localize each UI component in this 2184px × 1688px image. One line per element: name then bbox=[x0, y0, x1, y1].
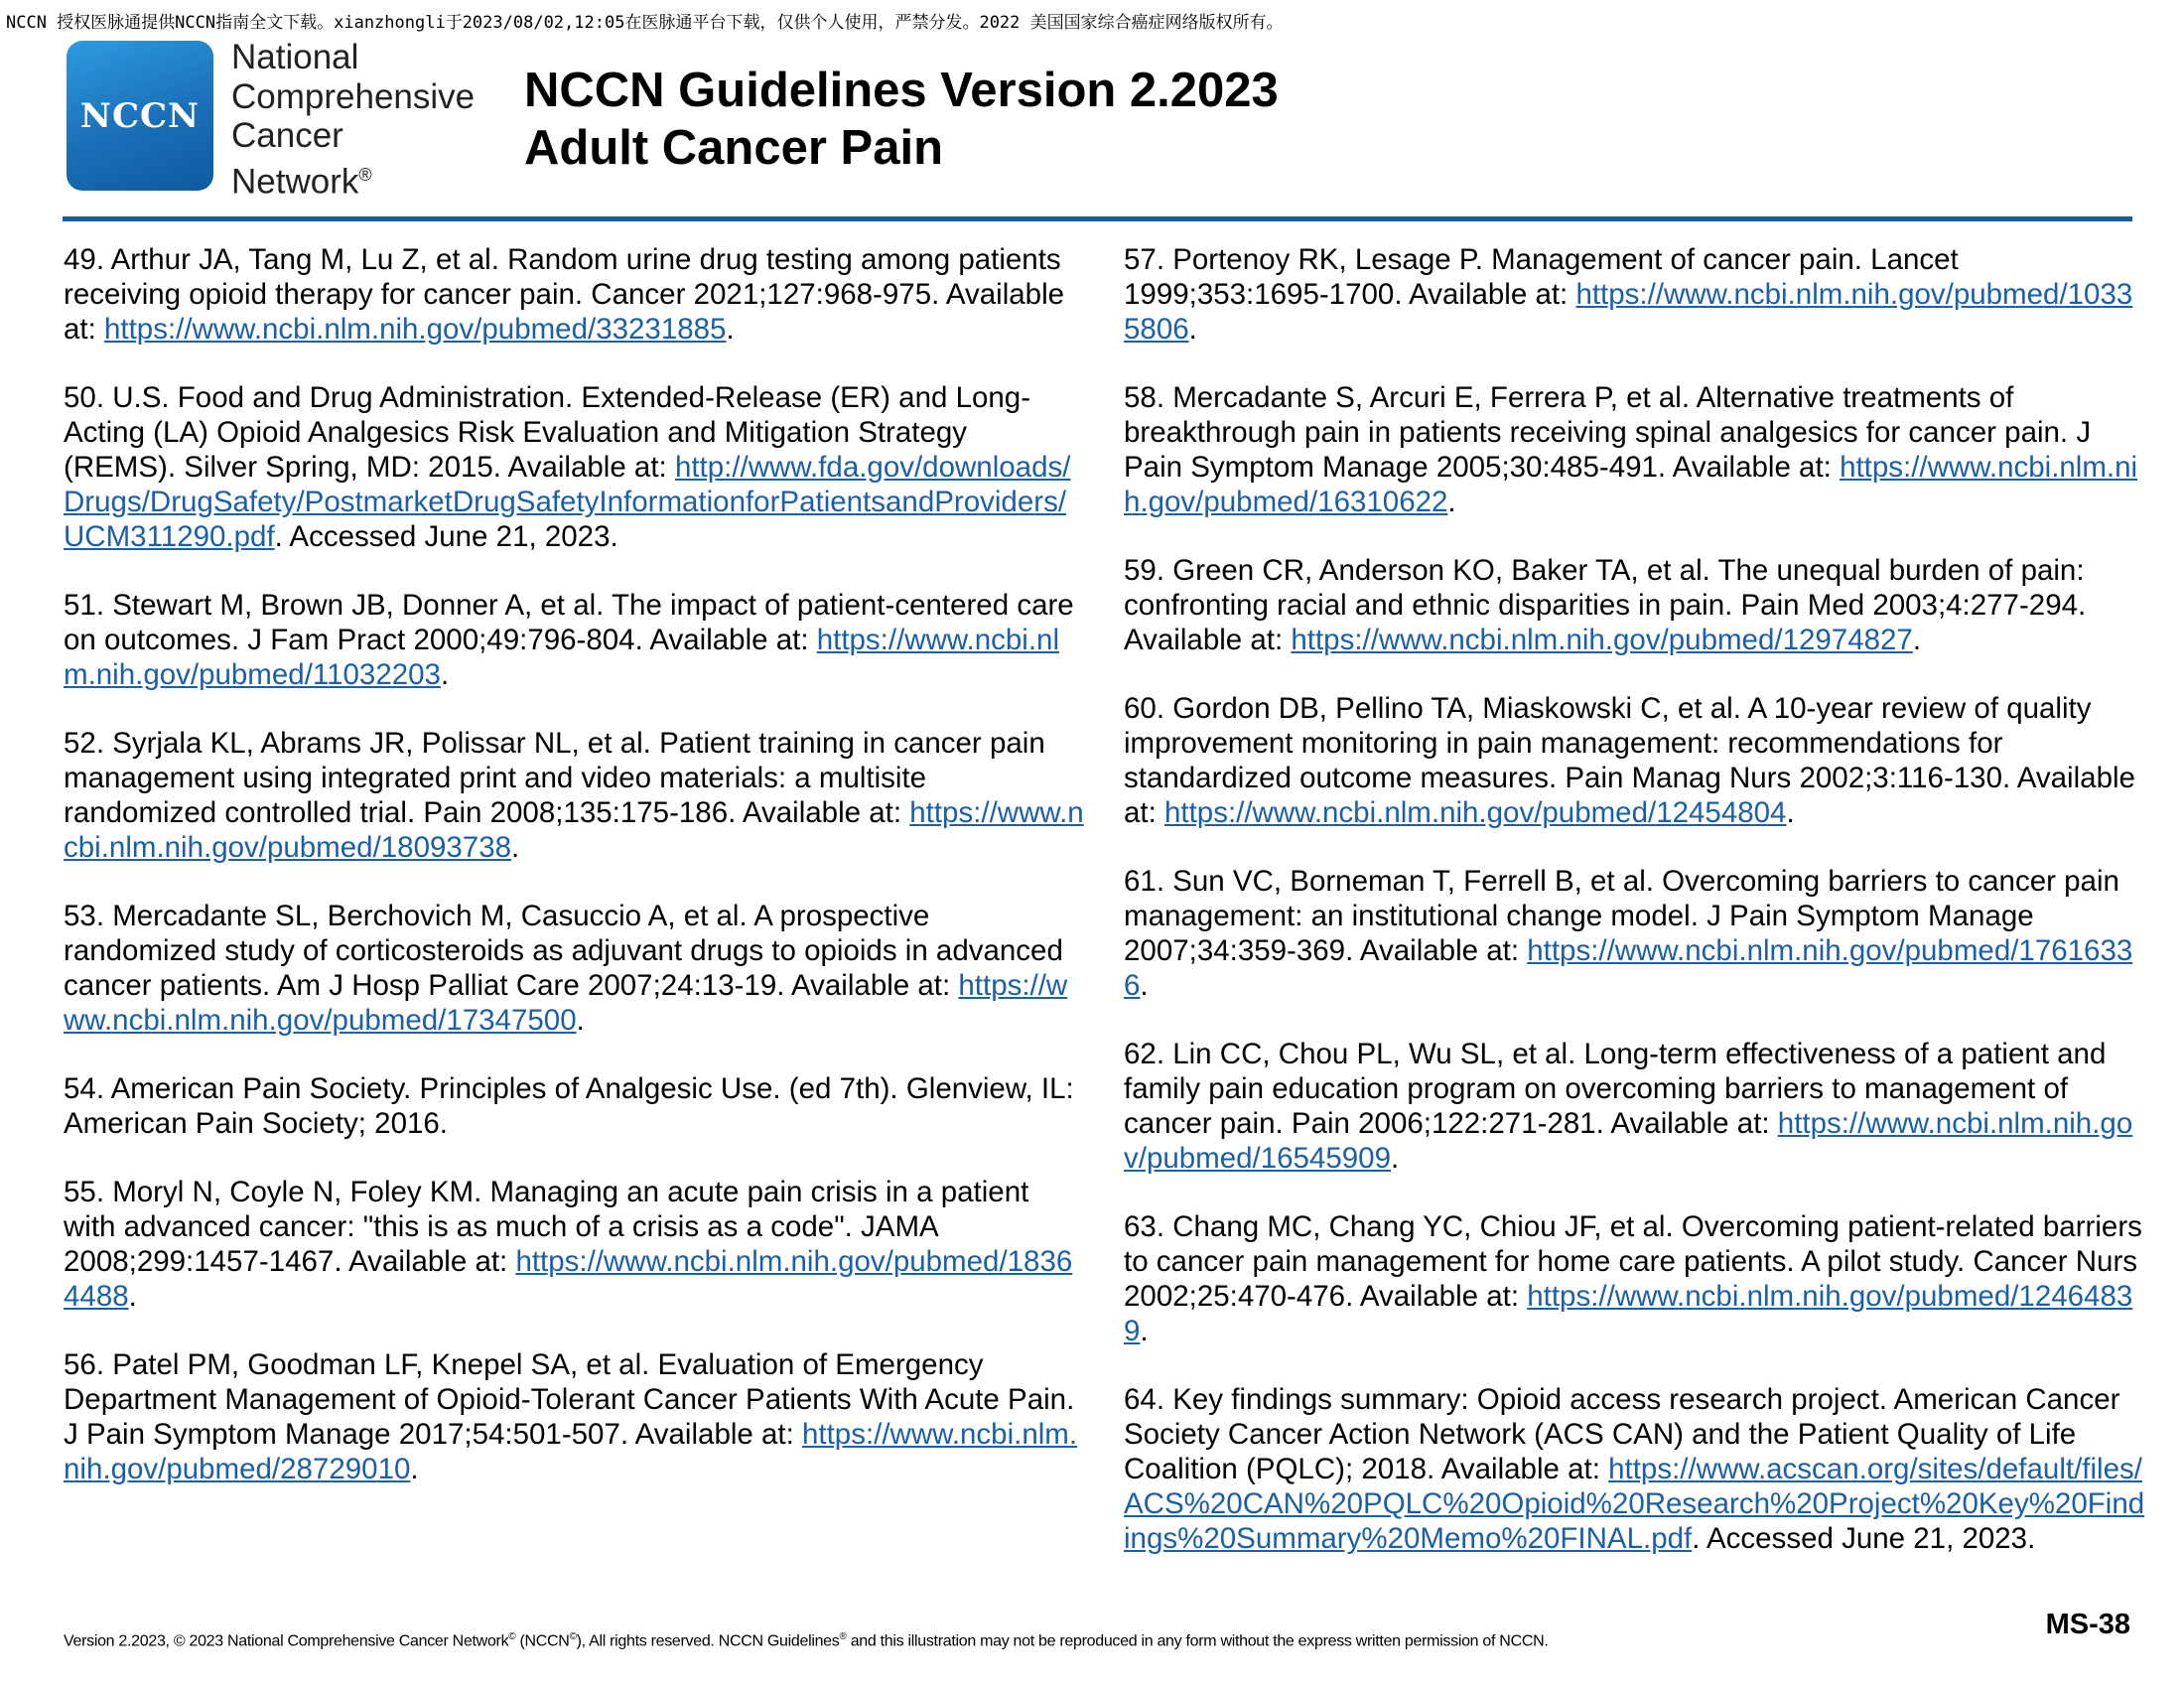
reference-item: 57. Portenoy RK, Lesage P. Management of cancer pain. Lancet 1999;353:1695-1700. Available at: https://www.ncbi.nlm.nih.gov/pubmed/10335806. bbox=[1124, 243, 2133, 346]
reference-link[interactable]: https://www.ncbi.nlm.nih.gov/pubmed/16310622 bbox=[1124, 451, 2138, 518]
org-line-cancer: Cancer bbox=[231, 116, 343, 155]
reference-item: 53. Mercadante SL, Berchovich M, Casuccio A, et al. A prospective randomized study of corticosteroids as adjuvant drugs to opioids in advanced cancer patients. Am J Hosp Palliat Care 2007;24:13-19. Available at: https://www.ncbi.nlm.nih.gov/pubmed/17347500. bbox=[64, 900, 1068, 1037]
reference-link[interactable]: https://www.ncbi.nlm.nih.gov/pubmed/11032203 bbox=[64, 624, 1060, 691]
reference-item: 51. Stewart M, Brown JB, Donner A, et al. The impact of patient-centered care on outcomes. J Fam Pract 2000;49:796-804. Available at: https://www.ncbi.nlm.nih.gov/pubmed/11032203. bbox=[64, 589, 1074, 691]
reference-link[interactable]: https://www.ncbi.nlm.nih.gov/pubmed/33231885 bbox=[104, 313, 727, 346]
reference-item: 52. Syrjala KL, Abrams JR, Polissar NL, et al. Patient training in cancer pain management using integrated print and video materials: a multisite randomized controlled trial. Pain 2008;135:175-186. Available at: https://www.ncbi.nlm.nih.gov/pubmed/18093738. bbox=[64, 727, 1084, 864]
reference-item: 58. Mercadante S, Arcuri E, Ferrera P, et al. Alternative treatments of breakthrough pain in patients receiving spinal analgesics for cancer pain. J Pain Symptom Manage 2005;30:485-491. Available at: https://www.ncbi.nlm.nih.gov/pubmed/16310622. bbox=[1124, 381, 2138, 518]
reference-item: 63. Chang MC, Chang YC, Chiou JF, et al. Overcoming patient-related barriers to cancer pain management for home care patients. A pilot study. Cancer Nurs 2002;25:470-476. Available at: https://www.ncbi.nlm.nih.gov/pubmed/12464839. bbox=[1124, 1210, 2142, 1347]
org-line-comprehensive: Comprehensive bbox=[231, 76, 476, 116]
guideline-topic: Adult Cancer Pain bbox=[524, 121, 944, 175]
reference-item: 54. American Pain Society. Principles of Analgesic Use. (ed 7th). Glenview, IL: American Pain Society; 2016. bbox=[64, 1072, 1074, 1140]
reference-item: 50. U.S. Food and Drug Administration. Extended-Release (ER) and Long-Acting (LA) Opioid Analgesics Risk Evaluation and Mitigation Strategy (REMS). Silver Spring, MD: 2015. Available at: http://www.fda.gov/downloads/Drugs/DrugSafety/PostmarketDrugSafetyInformationforPatientsandProviders/UCM311290.pdf. Accessed June 21, 2023. bbox=[64, 381, 1071, 553]
reference-link[interactable]: https://www.ncbi.nlm.nih.gov/pubmed/28729010 bbox=[64, 1418, 1078, 1485]
copyright-footer: Version 2.2023, © 2023 National Comprehensive Cancer Network© (NCCN©), All rights reserved. NCCN Guidelines® and this illustration may not be reproduced in any form without the express written permission of NCCN. bbox=[64, 1631, 1549, 1650]
reference-item: 62. Lin CC, Chou PL, Wu SL, et al. Long-term effectiveness of a patient and family pain education program on overcoming barriers to management of cancer pain. Pain 2006;122:271-281. Available at: https://www.ncbi.nlm.nih.gov/pubmed/16545909. bbox=[1124, 1038, 2133, 1175]
org-line-national: National bbox=[231, 38, 359, 76]
header-divider bbox=[63, 216, 2132, 221]
nccn-logo bbox=[67, 41, 213, 191]
reference-link[interactable]: https://www.ncbi.nlm.nih.gov/pubmed/18364488 bbox=[64, 1245, 1073, 1313]
page-number: MS-38 bbox=[2045, 1609, 2130, 1640]
reference-link[interactable]: https://www.acscan.org/sites/default/files/ACS%20CAN%20PQLC%20Opioid%20Research%20Project%20Key%20Findings%20Summary%20Memo%20FINAL.pdf bbox=[1124, 1453, 2145, 1555]
references-left-column bbox=[64, 242, 1086, 1520]
reference-item: 64. Key findings summary: Opioid access research project. American Cancer Society Cancer Action Network (ACS CAN) and the Patient Quality of Life Coalition (PQLC); 2018. Available at: https://www.acscan.org/sites/default/files/ACS%20CAN%20PQLC%20Opioid%20Research%20Project%20Key%20Findings%20Summary%20Memo%20FINAL.pdf. Accessed June 21, 2023. bbox=[1124, 1383, 2145, 1555]
reference-link[interactable]: https://www.ncbi.nlm.nih.gov/pubmed/17347500 bbox=[64, 969, 1068, 1037]
reference-link[interactable]: https://www.ncbi.nlm.nih.gov/pubmed/18093738 bbox=[64, 796, 1084, 864]
org-line-network: Network® bbox=[231, 162, 372, 202]
nccn-logo-text: NCCN bbox=[79, 95, 201, 136]
reference-link[interactable]: https://www.ncbi.nlm.nih.gov/pubmed/12464839 bbox=[1124, 1280, 2133, 1347]
reference-link[interactable]: https://www.ncbi.nlm.nih.gov/pubmed/16545909 bbox=[1124, 1107, 2133, 1175]
reference-item: 60. Gordon DB, Pellino TA, Miaskowski C, et al. A 10-year review of quality improvement monitoring in pain management: recommendations for standardized outcome measures. Pain Manag Nurs 2002;3:116-130. Available at: https://www.ncbi.nlm.nih.gov/pubmed/12454804. bbox=[1124, 692, 2135, 829]
guideline-version: NCCN Guidelines Version 2.2023 bbox=[524, 64, 1279, 117]
reference-link[interactable]: http://www.fda.gov/downloads/Drugs/DrugSafety/PostmarketDrugSafetyInformationforPatientsandProviders/UCM311290.pdf bbox=[64, 451, 1071, 553]
organization-name bbox=[231, 38, 475, 202]
reference-item: 59. Green CR, Anderson KO, Baker TA, et al. The unequal burden of pain: confronting racial and ethnic disparities in pain. Pain Med 2003;4:277-294. Available at: https://www.ncbi.nlm.nih.gov/pubmed/12974827. bbox=[1124, 554, 2087, 656]
registered-mark: ® bbox=[358, 164, 372, 185]
reference-item: 55. Moryl N, Coyle N, Foley KM. Managing an acute pain crisis in a patient with advanced cancer: "this is as much of a crisis as a code". JAMA 2008;299:1457-1467. Available at: https://www.ncbi.nlm.nih.gov/pubmed/18364488. bbox=[64, 1176, 1073, 1313]
reference-item: 56. Patel PM, Goodman LF, Knepel SA, et al. Evaluation of Emergency Department Management of Opioid-Tolerant Cancer Patients With Acute Pain. J Pain Symptom Manage 2017;54:501-507. Available at: https://www.ncbi.nlm.nih.gov/pubmed/28729010. bbox=[64, 1348, 1078, 1485]
reference-item: 61. Sun VC, Borneman T, Ferrell B, et al. Overcoming barriers to cancer pain management: an institutional change model. J Pain Symptom Manage 2007;34:359-369. Available at: https://www.ncbi.nlm.nih.gov/pubmed/17616336. bbox=[1124, 865, 2133, 1002]
reference-link[interactable]: https://www.ncbi.nlm.nih.gov/pubmed/10335806 bbox=[1124, 278, 2133, 346]
reference-item: 49. Arthur JA, Tang M, Lu Z, et al. Random urine drug testing among patients receiving opioid therapy for cancer pain. Cancer 2021;127:968-975. Available at: https://www.ncbi.nlm.nih.gov/pubmed/33231885. bbox=[64, 243, 1065, 346]
download-watermark: NCCN 授权医脉通提供NCCN指南全文下载。xianzhongli于2023/08/02,12:05在医脉通平台下载，仅供个人使用，严禁分发。2022 美国国家综合癌症网络版权所有。 bbox=[6, 13, 1284, 33]
reference-link[interactable]: https://www.ncbi.nlm.nih.gov/pubmed/17616336 bbox=[1124, 934, 2133, 1002]
references-right-column bbox=[1124, 242, 2148, 1590]
guideline-title bbox=[524, 62, 1279, 177]
reference-link[interactable]: https://www.ncbi.nlm.nih.gov/pubmed/12454804 bbox=[1164, 796, 1787, 829]
reference-link[interactable]: https://www.ncbi.nlm.nih.gov/pubmed/12974827 bbox=[1291, 624, 1913, 656]
